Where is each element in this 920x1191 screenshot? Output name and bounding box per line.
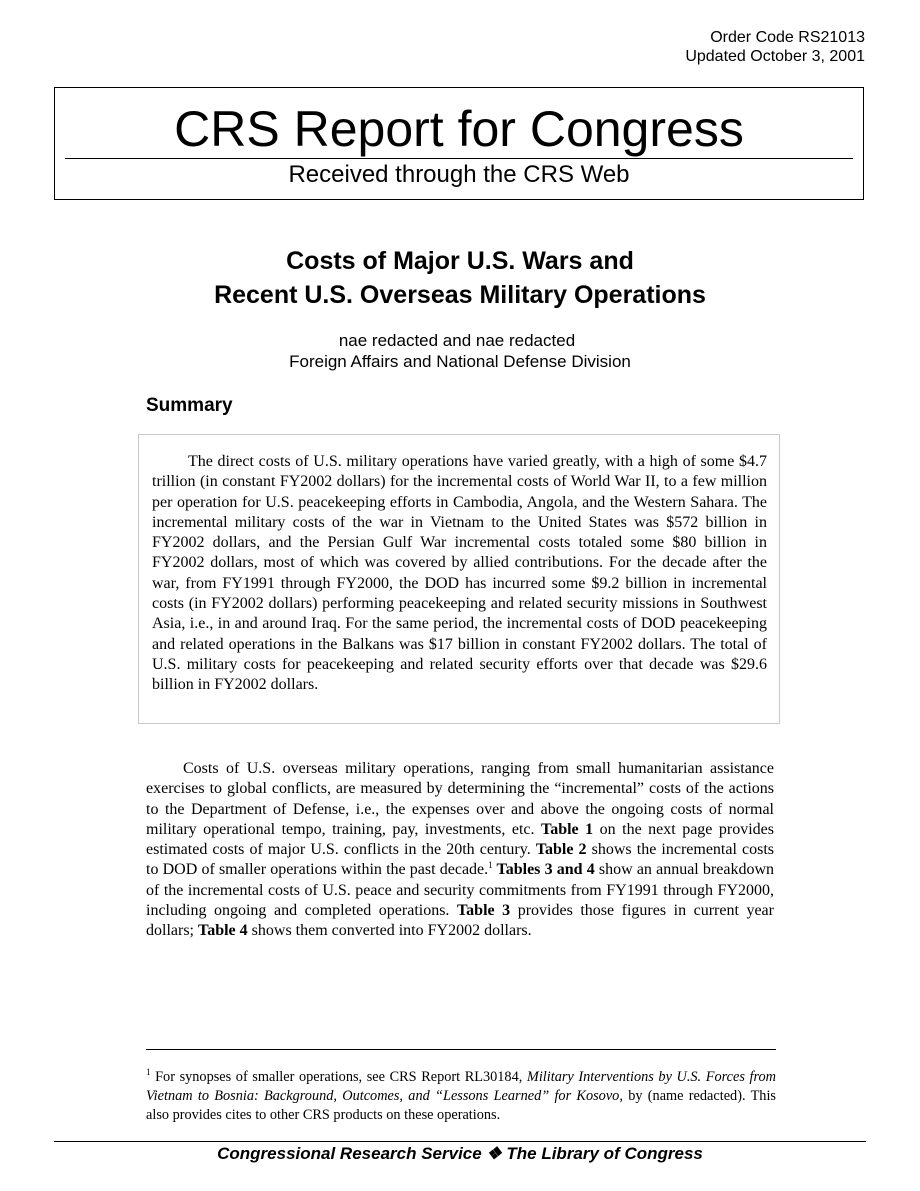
summary-text: The direct costs of U.S. military operations have varied greatly, with a high of some $4.7 trillion (in constant FY2002 dollars) for the incremental costs of World War II, to a few million per operation for U.S. peacekeeping efforts in Cambodia, Angola, and the Western Sahara. The incremental military costs of the war in Vietnam to the United States was $572 billion in FY2002 dollars, and the Persian Gulf War incremental costs totaled some $80 billion in FY2002 dollars, most of which was covered by allied contributions. For the decade after the war, from FY1991 through FY2000, the DOD has incurred some $9.2 billion in incremental costs (in FY2002 dollars) performing peacekeeping and related security missions in Southwest Asia, i.e., in and around Iraq. For the same period, the incremental costs of DOD peacekeeping and related operations in the Balkans was $17 billion in constant FY2002 dollars. The total of U.S. military costs for peacekeeping and related security efforts over that decade was $29.6 billion in FY2002 dollars. [152, 453, 767, 694]
division: Foreign Affairs and National Defense Division [289, 352, 631, 371]
footnote-number: 1 [146, 1067, 151, 1077]
order-code-block [685, 28, 865, 66]
banner-subtitle: Received through the CRS Web [288, 161, 630, 188]
body-text-6: shows them converted into FY2002 dollars. [247, 922, 532, 940]
footnote-text-2: , by (name redacted). This also provides cites to other CRS products on these operations. [146, 1088, 776, 1123]
report-banner [54, 87, 864, 200]
footnote-text-1: For synopses of smaller operations, see CRS Report RL30184, [150, 1069, 527, 1085]
banner-title: CRS Report for Congress [174, 101, 744, 157]
body-text-3: shows the incremental costs to DOD of smaller operations within the past decade. [146, 841, 774, 879]
footnote [146, 1068, 776, 1125]
body-text-5: provides those figures in current year dollars; [146, 902, 774, 940]
body-text-4: show an annual breakdown of the incremental costs of U.S. peace and security commitments from FY1991 through FY2000, including ongoing and completed operations. [146, 861, 774, 920]
report-title-line-2: Recent U.S. Overseas Military Operations [214, 281, 706, 309]
footer-rule [54, 1141, 866, 1142]
body-text-2: on the next page provides estimated costs of major U.S. conflicts in the 20th century. [146, 820, 775, 859]
author-names: nae redacted and nae redacted [338, 331, 576, 350]
summary-box [138, 434, 780, 724]
footnote-rule [146, 1049, 776, 1050]
footnote-marker: 1 [488, 860, 493, 871]
body-paragraph [146, 759, 774, 942]
author-block [0, 330, 920, 372]
table-4-reference: Table 4 [198, 922, 248, 940]
body-text-1: Costs of U.S. overseas military operations, ranging from small humanitarian assistance exercises to global conflicts, are measured by determining the “incremental” costs of the actions to the Department of Defense, i.e., the expenses over and above the ongoing costs of normal military operational tempo, training, pay, investments, etc. [146, 760, 774, 838]
table-2-reference: Table 2 [535, 841, 587, 859]
banner-rule [65, 158, 853, 159]
footer: Congressional Research Service ❖ The Library of Congress [217, 1144, 703, 1163]
updated-date: Updated October 3, 2001 [685, 48, 865, 65]
report-title-line-1: Costs of Major U.S. Wars and [286, 247, 634, 275]
order-code: Order Code RS21013 [710, 29, 865, 46]
footnote-report-title: Military Interventions by U.S. Forces from Vietnam to Bosnia: Background, Outcomes, and “Lessons Learned” for Kosovo [146, 1069, 776, 1104]
table-3-reference: Table 3 [456, 902, 511, 920]
summary-heading: Summary [146, 395, 233, 416]
table-1-reference: Table 1 [540, 820, 594, 838]
report-title [0, 244, 920, 312]
tables-3-4-reference: Tables 3 and 4 [492, 861, 595, 879]
